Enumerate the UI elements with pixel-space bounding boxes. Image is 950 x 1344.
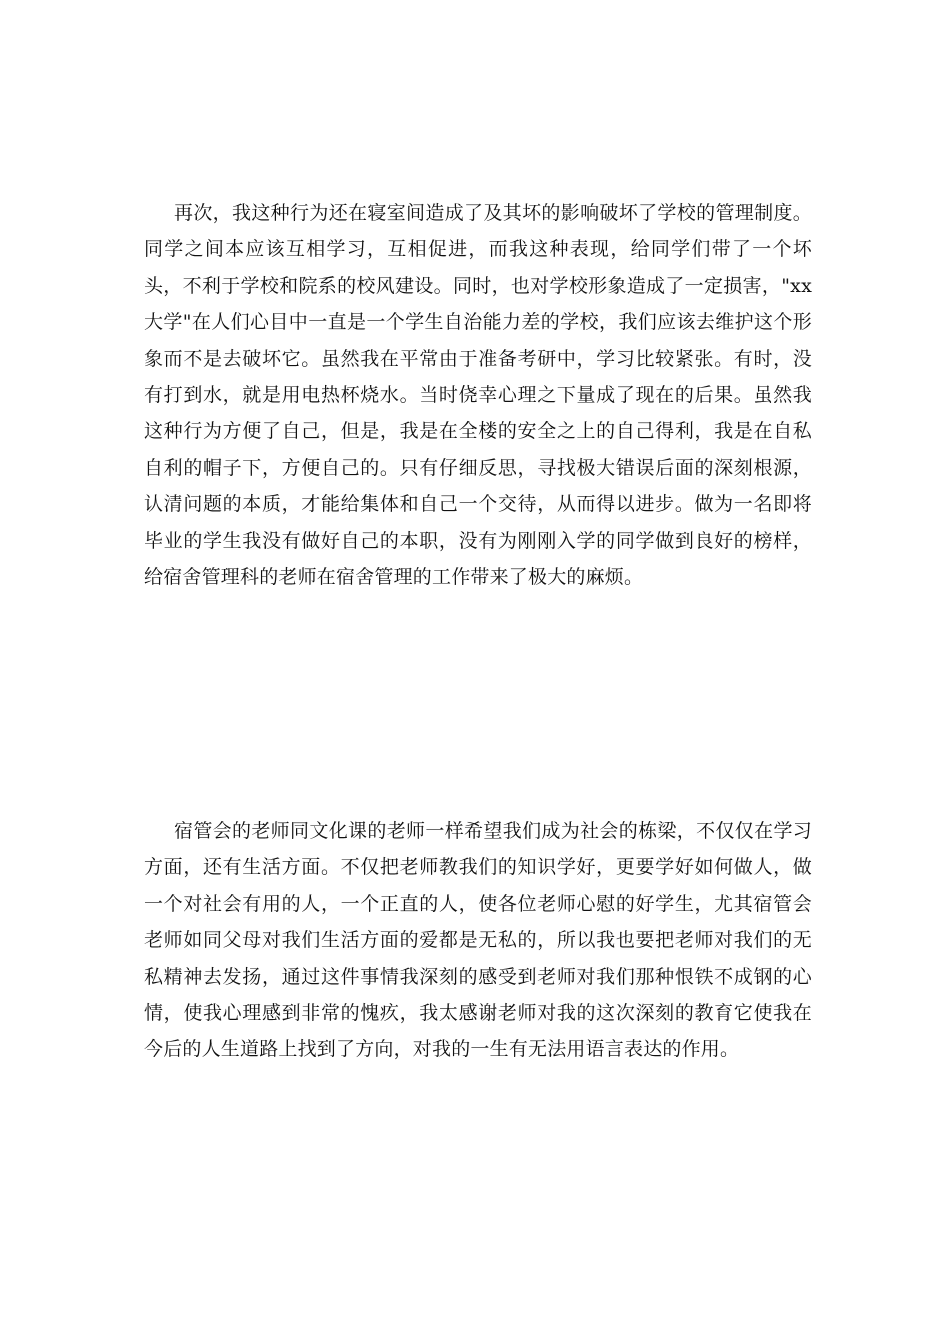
body-paragraph-1: 再次，我这种行为还在寝室间造成了及其坏的影响破坏了学校的管理制度。同学之间本应该互相学习，互相促进，而我这种表现，给同学们带了一个坏头，不利于学校和院系的校风建设。同时，也对学校形象造成了一定损害，"xx大学"在人们心目中一直是一个学生自治能力差的学校，我们应该去维护这个形象而不是去破坏它。虽然我在平常由于准备考研中，学习比较紧张。有时，没有打到水，就是用电热杯烧水。当时侥幸心理之下量成了现在的后果。虽然我这种行为方便了自己，但是，我是在全楼的安全之上的自己得利，我是在自私自利的帽子下，方便自己的。只有仔细反思，寻找极大错误后面的深刻根源，认清问题的本质，才能给集体和自己一个交待，从而得以进步。做为一名即将毕业的学生我没有做好自己的本职，没有为刚刚入学的同学做到良好的榜样，给宿舍管理科的老师在宿舍管理的工作带来了极大的麻烦。 — [144, 202, 812, 589]
body-paragraph-2: 宿管会的老师同文化课的老师一样希望我们成为社会的栋梁，不仅仅在学习方面，还有生活方面。不仅把老师教我们的知识学好，更要学好如何做人，做一个对社会有用的人，一个正直的人，使各位老师心慰的好学生，尤其宿管会老师如同父母对我们生活方面的爱都是无私的，所以我也要把老师对我们的无私精神去发扬，通过这件事情我深刻的感受到老师对我们那种恨铁不成钢的心情，使我心理感到非常的愧疚，我太感谢老师对我的这次深刻的教育它使我在今后的人生道路上找到了方向，对我的一生有无法用语言表达的作用。 — [144, 820, 812, 1061]
